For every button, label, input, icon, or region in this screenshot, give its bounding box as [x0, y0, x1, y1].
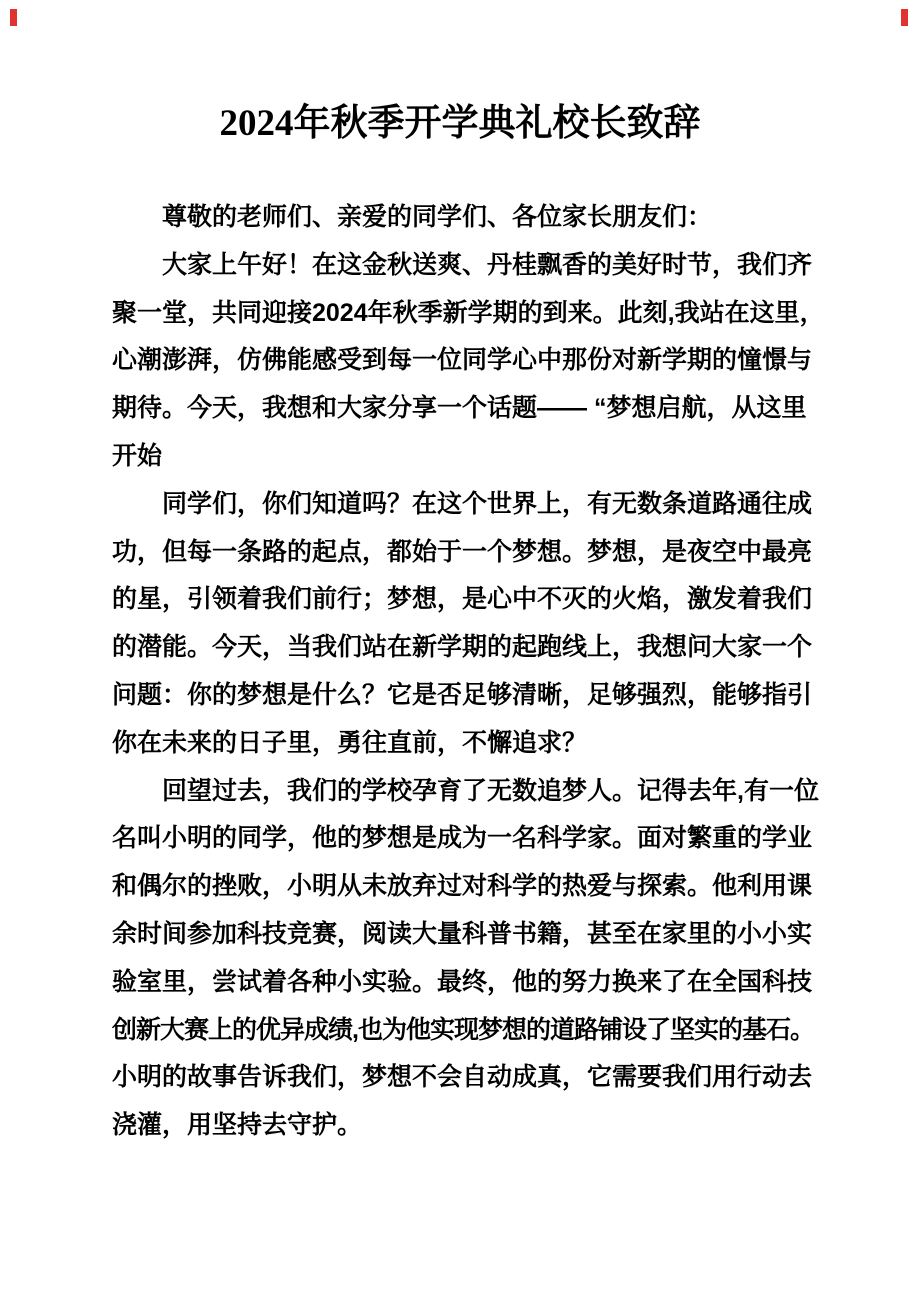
- text-line: 期待。今天，我想和大家分享一个话题—— “梦想启航，从这里: [112, 394, 807, 423]
- document-body: [112, 194, 825, 1150]
- document-title: 2024年秋季开学典礼校长致辞: [219, 103, 701, 144]
- red-corner-mark-right: [901, 9, 908, 26]
- text-line: 和偶尔的挫败，小明从未放弃过对科学的热爱与探索。他利用课: [112, 872, 813, 901]
- text-line: 回望过去，我们的学校孕育了无数追梦人。记得去年,有一位: [162, 776, 819, 805]
- text-line: 同学们，你们知道吗？在这个世界上，有无数条道路通往成: [162, 489, 813, 518]
- text-line: 开始: [112, 441, 163, 470]
- text-line: 你在未来的日子里，勇往直前，不懈追求？: [112, 728, 588, 757]
- text-line: 小明的故事告诉我们，梦想不会自动成真，它需要我们用行动去: [112, 1063, 813, 1092]
- text-line: 创新大赛上的优异成绩,也为他实现梦想的道路铺设了坚实的基石。: [112, 1015, 814, 1044]
- text-line: 聚一堂，共同迎接2024年秋季新学期的到来。此刻,我站在这里，: [112, 298, 825, 327]
- text-line: 余时间参加科技竞赛，阅读大量科普书籍，甚至在家里的小小实: [112, 919, 813, 948]
- red-corner-mark-left: [10, 9, 17, 26]
- text-line: 验室里，尝试着各种小实验。最终，他的努力换来了在全国科技: [112, 967, 813, 996]
- text-line: 问题：你的梦想是什么？它是否足够清晰，足够强烈，能够指引: [112, 680, 813, 709]
- text-line: 名叫小明的同学，他的梦想是成为一名科学家。面对繁重的学业: [112, 824, 813, 853]
- text-line: 大家上午好！在这金秋送爽、丹桂飘香的美好时节，我们齐: [162, 250, 813, 279]
- text-line: 心潮澎湃，仿佛能感受到每一位同学心中那份对新学期的憧憬与: [112, 346, 813, 375]
- text-line: 功，但每一条路的起点，都始于一个梦想。梦想，是夜空中最亮: [112, 537, 813, 566]
- text-line: 的星，引领着我们前行；梦想，是心中不灭的火焰，激发着我们: [112, 585, 813, 614]
- text-line: 浇灌，用坚持去守护。: [112, 1111, 363, 1140]
- text-line: 的潜能。今天，当我们站在新学期的起跑线上，我想问大家一个: [112, 633, 813, 662]
- text-line: 尊敬的老师们、亲爱的同学们、各位家长朋友们：: [162, 203, 713, 231]
